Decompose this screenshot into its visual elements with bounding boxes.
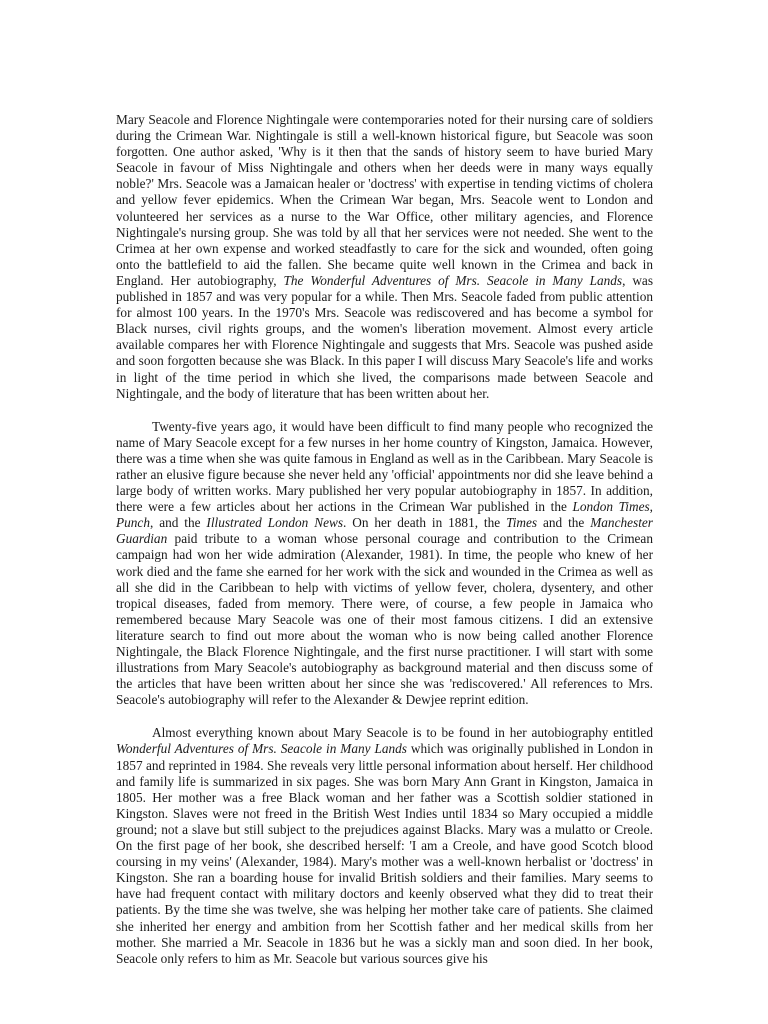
text-run: paid tribute to a woman whose personal courage and contribution to the Crimean campaign had won her wide admiration (Alexander, 1981). In time, the people who knew of her work died and the fame she earned for her work with the sick and wounded in the Crimea as well as all she did in the Caribbean to help with victims of yellow fever, cholera, dysentery, and other tropical diseases, faded from memory. There were, of course, a few people in Jamaica who remembered because Mary Seacole was one of their most famous citizens. I did an extensive literature search to find out more about the woman who is now being called another Florence Nightingale, the Black Florence Nightingale, and the first nurse practitioner. I will start with some illustrations from Mary Seacole's autobiography as background material and then discuss some of the articles that have been written about her since she was 'rediscovered.' All references to Mrs. Seacole's autobiography will refer to the Alexander & Dewjee reprint edition. (116, 531, 653, 708)
paragraph-background (116, 419, 653, 709)
text-run: which was originally published in London in 1857 and reprinted in 1984. She reveals very little personal information about herself. Her childhood and family life is summarized in six pages. She was born Mary Ann Grant in Kingston, Jamaica in 1805. Her mother was a free Black woman and her father was a Scottish soldier stationed in Kingston. Slaves were not freed in the British West Indies until 1834 so Mary occupied a middle ground; not a slave but still subject to the prejudices against Blacks. Mary was a mulatto or Creole. On the first page of her book, she described herself: 'I am a Creole, and have good Scotch blood coursing in my veins' (Alexander, 1984). Mary's mother was a well-known herbalist or 'doctress' in Kingston. She ran a boarding house for invalid British soldiers and their families. Mary seems to have had frequent contact with military doctors and keenly observed what they did to treat their patients. By the time she was twelve, she was helping her mother take care of patients. She claimed she inherited her energy and ambition from her Scottish father and her medical skills from her mother. She married a Mr. Seacole in 1836 but he was a sickly man and soon died. In her book, Seacole only refers to him as Mr. Seacole but various sources give his (116, 741, 653, 966)
text-run: , and the (149, 515, 207, 531)
italic-title-run: London Times (572, 499, 650, 515)
italic-title-run: Manchester Guardian (116, 515, 653, 547)
text-run: , was published in 1857 and was very popular for a while. Then Mrs. Seacole faded from public attention for almost 100 years. In the 1970's Mrs. Seacole was rediscovered and has become a symbol for Black nurses, civil rights groups, and the women's liberation movement. Almost every article available compares her with Florence Nightingale and suggests that Mrs. Seacole was pushed aside and soon forgotten because she was Black. In this paper I will discuss Mary Seacole's life and works in light of the time period in which she lived, the comparisons made between Seacole and Nightingale, and the body of literature that has been written about her. (116, 272, 653, 401)
text-run: and the (537, 515, 591, 531)
text-run: Twenty-five years ago, it would have been difficult to find many people who recognized the name of Mary Seacole except for a few nurses in her home country of Kingston, Jamaica. However, there was a time when she was quite famous in England as well as in the Caribbean. Mary Seacole is rather an elusive figure because she never held any 'official' appointments nor did she leave behind a large body of written works. Mary published her very popular autobiography in 1857. In addition, there were a few articles about her actions in the Crimean War published in the (116, 418, 653, 515)
text-run: Almost everything known about Mary Seacole is to be found in her autobiography entitled (152, 725, 653, 741)
italic-title-run: Illustrated London News (206, 515, 344, 531)
paragraph-intro (116, 112, 653, 402)
document-page (116, 112, 653, 984)
paragraph-autobiography (116, 725, 653, 966)
italic-title-run: The Wonderful Adventures of Mrs. Seacole in Many Lands (283, 272, 623, 288)
text-run: . On her death in 1881, the (343, 515, 507, 531)
italic-title-run: Punch (116, 515, 150, 531)
italic-title-run: Times (506, 515, 538, 531)
text-run: , (649, 499, 653, 515)
text-run: Mary Seacole and Florence Nightingale were contemporaries noted for their nursing care of soldiers during the Crimean War. Nightingale is still a well-known historical figure, but Seacole was soon forgotten. One author asked, 'Why is it then that the sands of history seem to have buried Mary Seacole in favour of Miss Nightingale and others when her deeds were in many ways equally noble?' Mrs. Seacole was a Jamaican healer or 'doctress' with expertise in tending victims of cholera and yellow fever epidemics. When the Crimean War began, Mrs. Seacole went to London and volunteered her services as a nurse to the War Office, other military agencies, and Florence Nightingale's nursing group. She was told by all that her services were not needed. She went to the Crimea at her own expense and worked steadfastly to care for the sick and wounded, often going onto the battlefield to aid the fallen. She became quite well known in the Crimea and back in England. Her autobiography, (116, 112, 653, 288)
italic-title-run: Wonderful Adventures of Mrs. Seacole in Many Lands (116, 741, 407, 757)
